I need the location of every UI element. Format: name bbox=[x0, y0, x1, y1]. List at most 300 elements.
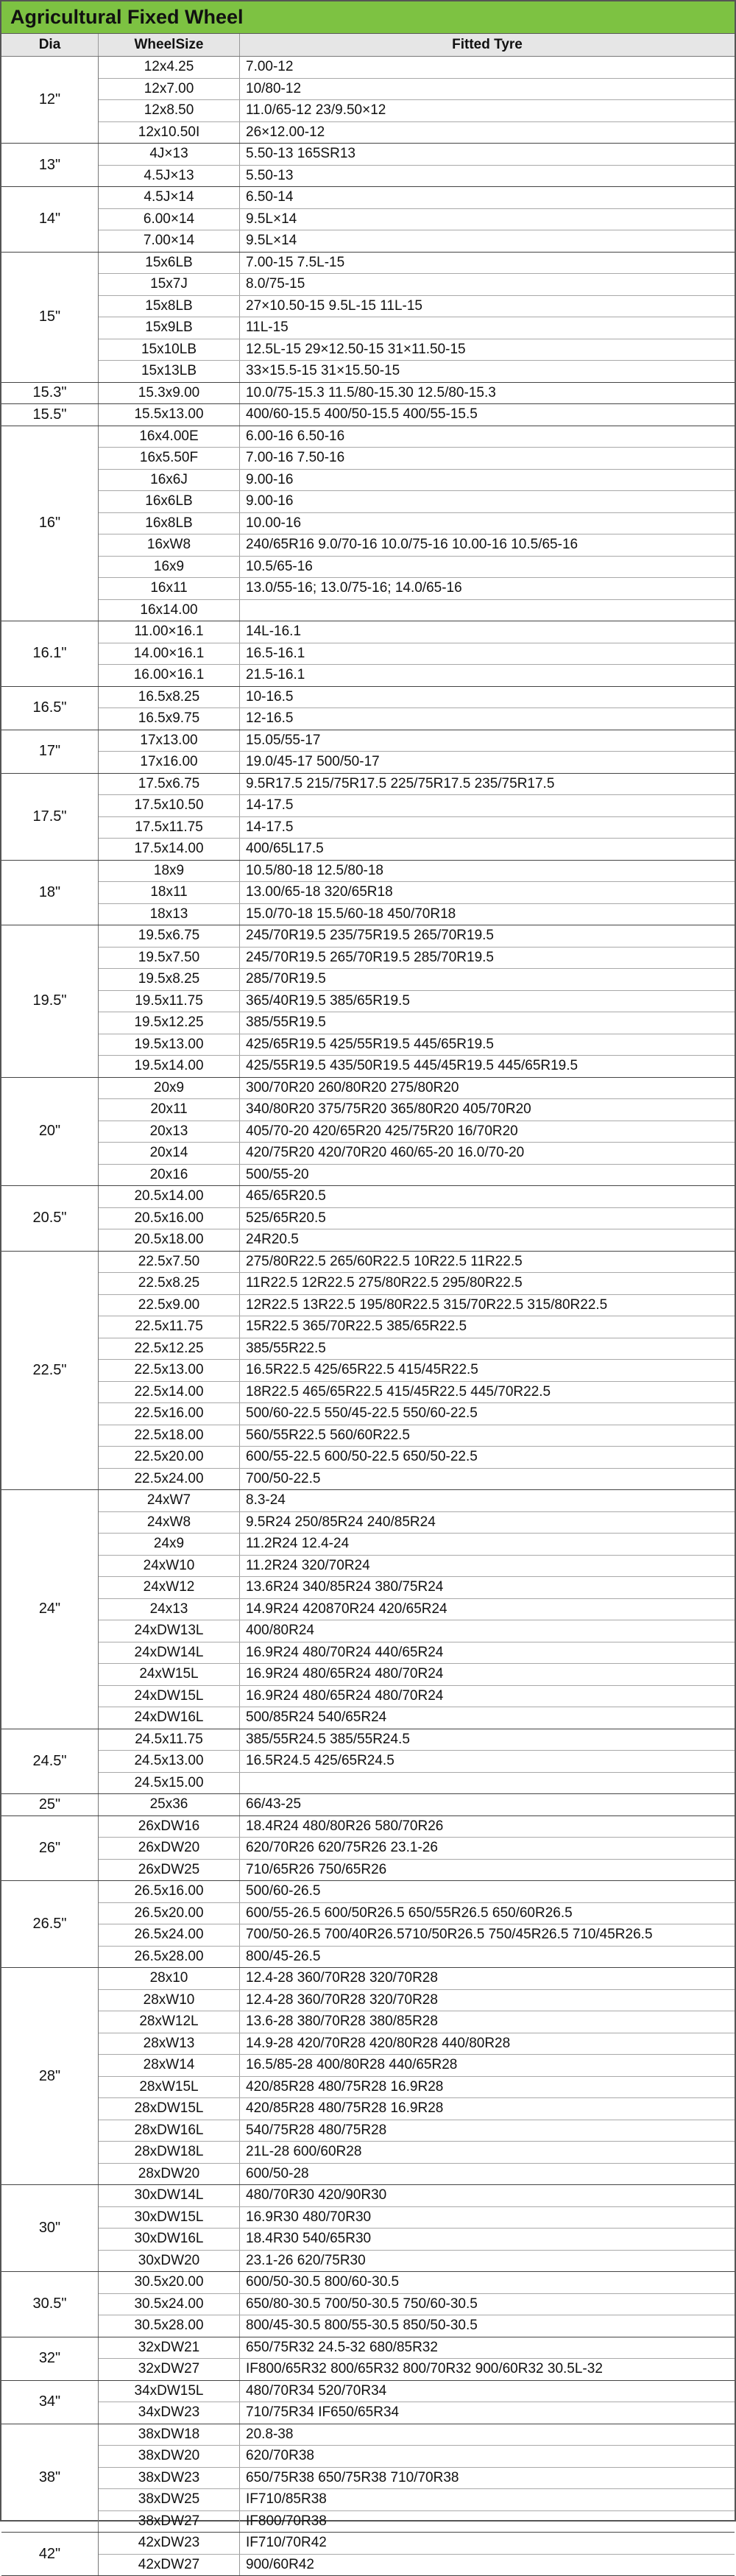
fitted-tyre-cell: 710/65R26 750/65R26 bbox=[246, 1861, 387, 1877]
table-header-row bbox=[1, 34, 735, 57]
dia-cell: 15" bbox=[1, 253, 99, 382]
fitted-tyre-cell: 425/55R19.5 435/50R19.5 445/45R19.5 445/65R19.5 bbox=[246, 1058, 578, 1074]
dia-rows bbox=[99, 383, 735, 404]
dia-group bbox=[1, 2424, 735, 2533]
fitted-tyre-cell: 11.2R24 320/70R24 bbox=[246, 1557, 370, 1573]
wheel-size-cell: 15x9LB bbox=[99, 317, 240, 339]
fitted-tyre-cell: 12-16.5 bbox=[246, 710, 294, 727]
fitted-tyre-cell: 650/75R38 650/75R38 710/70R38 bbox=[246, 2469, 459, 2485]
fitted-tyre-cell: IF800/65R32 800/65R32 800/70R32 900/60R32 30.5L-32 bbox=[246, 2361, 603, 2377]
wheel-size-cell: 4.5J×13 bbox=[99, 166, 240, 187]
dia-group bbox=[1, 187, 735, 253]
fitted-tyre-cell: 420/85R28 480/75R28 16.9R28 bbox=[246, 2078, 444, 2095]
fitted-tyre-cell: 420/75R20 420/70R20 460/65-20 16.0/70-20 bbox=[246, 1145, 525, 1161]
table-row bbox=[99, 2555, 735, 2576]
dia-rows bbox=[99, 2381, 735, 2424]
fitted-tyre-cell: 15R22.5 365/70R22.5 385/65R22.5 bbox=[246, 1319, 467, 1335]
dia-cell: 18" bbox=[1, 861, 99, 925]
wheel-size-cell: 20.5x14.00 bbox=[99, 1186, 240, 1207]
table-row bbox=[99, 1425, 735, 1447]
fitted-tyre-cell bbox=[240, 600, 735, 621]
wheel-size-cell: 16x4.00E bbox=[99, 426, 240, 448]
fitted-tyre-cell: 9.5L×14 bbox=[246, 233, 297, 249]
dia-cell: 42" bbox=[1, 2533, 99, 2575]
wheel-size-cell: 34xDW23 bbox=[99, 2402, 240, 2424]
dia-rows bbox=[99, 1729, 735, 1794]
wheel-size-cell: 26.5x28.00 bbox=[99, 1947, 240, 1968]
wheel-size-cell: 26xDW25 bbox=[99, 1860, 240, 1881]
wheel-size-cell: 16x6J bbox=[99, 470, 240, 491]
table-row bbox=[99, 1121, 735, 1143]
fitted-tyre-cell: 12.5L-15 29×12.50-15 31×11.50-15 bbox=[246, 341, 466, 357]
table-row bbox=[99, 253, 735, 275]
wheel-size-cell: 16x5.50F bbox=[99, 448, 240, 469]
wheel-size-cell: 16.5x8.25 bbox=[99, 687, 240, 708]
dia-cell: 17.5" bbox=[1, 774, 99, 860]
table-row bbox=[99, 79, 735, 101]
table-row bbox=[99, 969, 735, 991]
dia-rows bbox=[99, 2185, 735, 2271]
dia-cell: 30.5" bbox=[1, 2272, 99, 2337]
table-row bbox=[99, 2533, 735, 2555]
fitted-tyre-cell: 16.9R24 480/65R24 480/70R24 bbox=[246, 1666, 444, 1682]
wheel-size-cell: 4.5J×14 bbox=[99, 187, 240, 208]
wheel-size-cell: 24.5x13.00 bbox=[99, 1751, 240, 1772]
wheel-size-cell: 42xDW27 bbox=[99, 2555, 240, 2576]
table-row bbox=[99, 1534, 735, 1556]
fitted-tyre-cell: 9.00-16 bbox=[246, 493, 294, 509]
fitted-tyre-cell: 10-16.5 bbox=[246, 688, 294, 705]
wheel-size-cell: 20x16 bbox=[99, 1165, 240, 1186]
fitted-tyre-cell: 9.5R17.5 215/75R17.5 225/75R17.5 235/75R17.5 bbox=[246, 775, 555, 791]
wheel-size-cell: 26xDW20 bbox=[99, 1838, 240, 1859]
wheel-size-cell: 17.5x10.50 bbox=[99, 795, 240, 816]
table-row bbox=[99, 643, 735, 666]
dia-rows bbox=[99, 1252, 735, 1490]
wheel-size-cell: 38xDW27 bbox=[99, 2511, 240, 2533]
wheel-size-cell: 28xW14 bbox=[99, 2055, 240, 2076]
dia-rows bbox=[99, 426, 735, 621]
fitted-tyre-cell: 560/55R22.5 560/60R22.5 bbox=[246, 1427, 410, 1443]
fitted-tyre-cell: IF710/70R42 bbox=[246, 2535, 327, 2551]
fitted-tyre-cell: 600/55-22.5 600/50-22.5 650/50-22.5 bbox=[246, 1449, 478, 1465]
dia-cell: 30" bbox=[1, 2185, 99, 2271]
dia-group bbox=[1, 253, 735, 383]
table-row bbox=[99, 534, 735, 557]
fitted-tyre-cell: 11L-15 bbox=[246, 320, 289, 336]
dia-group bbox=[1, 2272, 735, 2337]
table-row bbox=[99, 339, 735, 361]
dia-rows bbox=[99, 404, 735, 426]
wheel-size-cell: 16xW8 bbox=[99, 534, 240, 556]
fitted-tyre-cell: 27×10.50-15 9.5L-15 11L-15 bbox=[246, 297, 422, 314]
fitted-tyre-cell: 16.5R22.5 425/65R22.5 415/45R22.5 bbox=[246, 1362, 478, 1378]
wheel-size-cell: 28xW12L bbox=[99, 2011, 240, 2033]
wheel-size-cell: 15.3x9.00 bbox=[99, 383, 240, 404]
fitted-tyre-cell: 405/70-20 420/65R20 425/75R20 16/70R20 bbox=[246, 1123, 518, 1139]
table-row bbox=[99, 1252, 735, 1274]
dia-rows bbox=[99, 253, 735, 382]
dia-group bbox=[1, 925, 735, 1078]
fitted-tyre-cell: 800/45-30.5 800/55-30.5 850/50-30.5 bbox=[246, 2318, 478, 2334]
fitted-tyre-cell: 600/50-28 bbox=[246, 2165, 309, 2181]
fitted-tyre-cell: 12R22.5 13R22.5 195/80R22.5 315/70R22.5 315/80R22.5 bbox=[246, 1296, 608, 1313]
table-row bbox=[99, 230, 735, 252]
fitted-tyre-cell: 500/60-26.5 bbox=[246, 1883, 321, 1899]
fitted-tyre-cell: 15.05/55-17 bbox=[246, 732, 321, 748]
table-row bbox=[99, 1838, 735, 1860]
wheel-size-cell: 34xDW15L bbox=[99, 2381, 240, 2402]
table-row bbox=[99, 2077, 735, 2099]
dia-rows bbox=[99, 187, 735, 252]
wheel-size-cell: 24xDW15L bbox=[99, 1686, 240, 1707]
table-row bbox=[99, 1143, 735, 1165]
dia-rows bbox=[99, 1078, 735, 1186]
table-row bbox=[99, 925, 735, 948]
wheel-size-cell: 15x6LB bbox=[99, 253, 240, 274]
fitted-tyre-cell: 5.50-13 bbox=[246, 167, 294, 183]
fitted-tyre-cell: 650/80-30.5 700/50-30.5 750/60-30.5 bbox=[246, 2296, 478, 2312]
fitted-tyre-cell: 620/70R26 620/75R26 23.1-26 bbox=[246, 1840, 438, 1856]
table-row bbox=[99, 2489, 735, 2511]
table-row bbox=[99, 1924, 735, 1947]
wheel-size-cell: 30xDW15L bbox=[99, 2207, 240, 2229]
table-row bbox=[99, 752, 735, 773]
wheel-size-cell: 30xDW16L bbox=[99, 2229, 240, 2250]
wheel-size-cell: 16.00×16.1 bbox=[99, 665, 240, 686]
wheel-size-cell: 20x11 bbox=[99, 1099, 240, 1121]
fitted-tyre-cell: 9.00-16 bbox=[246, 471, 294, 487]
dia-cell: 20.5" bbox=[1, 1186, 99, 1251]
table-row bbox=[99, 1447, 735, 1469]
wheel-size-cell: 19.5x12.25 bbox=[99, 1012, 240, 1034]
table-row bbox=[99, 361, 735, 382]
wheel-size-cell: 20x14 bbox=[99, 1143, 240, 1164]
wheel-size-cell: 28xDW18L bbox=[99, 2142, 240, 2163]
fitted-tyre-cell: 16.5/85-28 400/80R28 440/65R28 bbox=[246, 2057, 458, 2073]
fitted-tyre-cell: 6.00-16 6.50-16 bbox=[246, 428, 345, 444]
dia-group bbox=[1, 383, 735, 405]
fitted-tyre-cell: 500/85R24 540/65R24 bbox=[246, 1709, 387, 1726]
fitted-tyre-cell: 275/80R22.5 265/60R22.5 10R22.5 11R22.5 bbox=[246, 1253, 523, 1269]
wheel-size-cell: 17x13.00 bbox=[99, 730, 240, 752]
fitted-tyre-cell: 240/65R16 9.0/70-16 10.0/75-16 10.00-16 10.5/65-16 bbox=[246, 537, 578, 553]
wheel-size-cell: 28xDW20 bbox=[99, 2164, 240, 2185]
fitted-tyre-cell: 420/85R28 480/75R28 16.9R28 bbox=[246, 2100, 444, 2117]
dia-cell: 26" bbox=[1, 1816, 99, 1881]
fitted-tyre-cell: 16.5R24.5 425/65R24.5 bbox=[246, 1753, 394, 1769]
wheel-size-cell: 16.5x9.75 bbox=[99, 708, 240, 730]
wheel-size-cell: 38xDW23 bbox=[99, 2468, 240, 2489]
table-row bbox=[99, 2468, 735, 2490]
dia-group bbox=[1, 57, 735, 144]
dia-cell: 28" bbox=[1, 1968, 99, 2184]
fitted-tyre-cell: 10.5/65-16 bbox=[246, 558, 313, 574]
wheel-size-cell: 16x11 bbox=[99, 578, 240, 599]
dia-group bbox=[1, 404, 735, 426]
table-row bbox=[99, 2011, 735, 2033]
dia-group bbox=[1, 2337, 735, 2381]
table-row bbox=[99, 1990, 735, 2012]
wheel-size-cell: 17x16.00 bbox=[99, 752, 240, 773]
fitted-tyre-cell: 15.0/70-18 15.5/60-18 450/70R18 bbox=[246, 906, 456, 922]
table-row bbox=[99, 708, 735, 730]
table-row bbox=[99, 621, 735, 643]
wheel-size-cell: 17.5x14.00 bbox=[99, 839, 240, 860]
table-row bbox=[99, 774, 735, 796]
fitted-tyre-cell: 700/50-26.5 700/40R26.5710/50R26.5 750/45R26.5 710/45R26.5 bbox=[246, 1927, 653, 1943]
wheel-size-cell: 15x13LB bbox=[99, 361, 240, 382]
dia-rows bbox=[99, 2337, 735, 2380]
fitted-tyre-cell: 12.4-28 360/70R28 320/70R28 bbox=[246, 1970, 438, 1986]
table-row bbox=[99, 1056, 735, 1077]
fitted-tyre-cell: 480/70R30 420/90R30 bbox=[246, 2187, 387, 2203]
dia-rows bbox=[99, 1816, 735, 1881]
table-row bbox=[99, 383, 735, 404]
fitted-tyre-cell: 245/70R19.5 235/75R19.5 265/70R19.5 bbox=[246, 928, 494, 944]
table-row bbox=[99, 2272, 735, 2294]
wheel-size-cell: 19.5x13.00 bbox=[99, 1034, 240, 1056]
table-row bbox=[99, 1295, 735, 1317]
fitted-tyre-cell: 16.5-16.1 bbox=[246, 645, 305, 661]
dia-rows bbox=[99, 1794, 735, 1815]
fitted-tyre-cell: 300/70R20 260/80R20 275/80R20 bbox=[246, 1079, 459, 1095]
wheel-size-cell: 19.5x8.25 bbox=[99, 969, 240, 990]
table-row bbox=[99, 1360, 735, 1382]
fitted-tyre-cell: 900/60R42 bbox=[246, 2556, 314, 2572]
dia-cell: 16.5" bbox=[1, 687, 99, 730]
dia-rows bbox=[99, 1490, 735, 1729]
fitted-tyre-cell: 10.0/75-15.3 11.5/80-15.30 12.5/80-15.3 bbox=[246, 384, 496, 400]
wheel-size-cell: 38xDW25 bbox=[99, 2489, 240, 2510]
fitted-tyre-cell: 385/55R19.5 bbox=[246, 1014, 326, 1031]
wheel-size-cell: 22.5x8.25 bbox=[99, 1273, 240, 1294]
table-row bbox=[99, 1860, 735, 1881]
dia-cell: 24" bbox=[1, 1490, 99, 1729]
fitted-tyre-cell: 18.4R24 480/80R26 580/70R26 bbox=[246, 1818, 444, 1834]
dia-group bbox=[1, 2381, 735, 2424]
fitted-tyre-cell: 21.5-16.1 bbox=[246, 667, 305, 683]
wheel-size-cell: 22.5x11.75 bbox=[99, 1316, 240, 1338]
table-row bbox=[99, 2402, 735, 2424]
fitted-tyre-cell: 11R22.5 12R22.5 275/80R22.5 295/80R22.5 bbox=[246, 1275, 523, 1291]
table-row bbox=[99, 2359, 735, 2380]
table-row bbox=[99, 2033, 735, 2055]
table-row bbox=[99, 904, 735, 925]
table-row bbox=[99, 1078, 735, 1100]
fitted-tyre-cell: 20.8-38 bbox=[246, 2426, 294, 2442]
table-row bbox=[99, 2446, 735, 2468]
wheel-size-cell: 15x8LB bbox=[99, 296, 240, 317]
dia-cell: 20" bbox=[1, 1078, 99, 1186]
table-row bbox=[99, 730, 735, 752]
table-row bbox=[99, 1881, 735, 1903]
dia-rows bbox=[99, 2533, 735, 2575]
fitted-tyre-cell: 10.00-16 bbox=[246, 515, 302, 531]
dia-group bbox=[1, 1794, 735, 1816]
wheel-size-cell: 24xDW14L bbox=[99, 1642, 240, 1664]
wheel-size-cell: 28xW13 bbox=[99, 2033, 240, 2055]
fitted-tyre-cell: 500/60-22.5 550/45-22.5 550/60-22.5 bbox=[246, 1405, 478, 1422]
table-row bbox=[99, 2294, 735, 2316]
dia-rows bbox=[99, 1968, 735, 2184]
wheel-size-cell: 22.5x18.00 bbox=[99, 1425, 240, 1447]
wheel-size-cell: 18x13 bbox=[99, 904, 240, 925]
fitted-tyre-cell: 33×15.5-15 31×15.50-15 bbox=[246, 363, 400, 379]
fitted-tyre-cell: 400/80R24 bbox=[246, 1623, 314, 1639]
dia-group bbox=[1, 1816, 735, 1882]
table-row bbox=[99, 57, 735, 79]
fitted-tyre-cell: 525/65R20.5 bbox=[246, 1210, 326, 1226]
dia-group bbox=[1, 144, 735, 187]
table-row bbox=[99, 839, 735, 860]
table-row bbox=[99, 2185, 735, 2207]
table-body bbox=[1, 57, 735, 2576]
wheel-size-cell: 20x13 bbox=[99, 1121, 240, 1143]
table-row bbox=[99, 1012, 735, 1034]
dia-group bbox=[1, 1968, 735, 2185]
table-row bbox=[99, 1599, 735, 1621]
wheel-size-cell: 30.5x28.00 bbox=[99, 2315, 240, 2337]
fitted-tyre-cell: 14.9R24 420870R24 420/65R24 bbox=[246, 1601, 447, 1617]
dia-cell: 13" bbox=[1, 144, 99, 186]
wheel-size-cell: 24xW7 bbox=[99, 1490, 240, 1511]
fitted-tyre-cell: 7.00-16 7.50-16 bbox=[246, 450, 345, 466]
table-row bbox=[99, 1707, 735, 1729]
fitted-tyre-cell: 600/55-26.5 600/50R26.5 650/55R26.5 650/60R26.5 bbox=[246, 1905, 573, 1921]
wheel-size-cell: 22.5x13.00 bbox=[99, 1360, 240, 1381]
dia-cell: 34" bbox=[1, 2381, 99, 2424]
fitted-tyre-cell: 66/43-25 bbox=[246, 1796, 302, 1813]
table-row bbox=[99, 1947, 735, 1968]
fitted-tyre-cell: 18.4R30 540/65R30 bbox=[246, 2231, 372, 2247]
dia-rows bbox=[99, 144, 735, 186]
fitted-tyre-cell: 8.3-24 bbox=[246, 1492, 286, 1508]
fitted-tyre-cell: IF800/70R38 bbox=[246, 2513, 327, 2529]
fitted-tyre-cell: 14L-16.1 bbox=[246, 624, 302, 640]
table-row bbox=[99, 1751, 735, 1773]
fitted-tyre-cell: 12.4-28 360/70R28 320/70R28 bbox=[246, 1991, 438, 2008]
fitted-tyre-cell: 7.00-15 7.5L-15 bbox=[246, 254, 345, 270]
table-row bbox=[99, 1229, 735, 1251]
fitted-tyre-cell: 16.9R24 480/65R24 480/70R24 bbox=[246, 1687, 444, 1704]
wheel-size-cell: 20.5x18.00 bbox=[99, 1229, 240, 1251]
wheel-size-cell: 12x4.25 bbox=[99, 57, 240, 78]
fitted-tyre-cell: 8.0/75-15 bbox=[246, 276, 305, 292]
fitted-tyre-cell: 13.0/55-16; 13.0/75-16; 14.0/65-16 bbox=[246, 580, 462, 596]
fitted-tyre-cell: 16.9R30 480/70R30 bbox=[246, 2209, 372, 2225]
dia-group bbox=[1, 1881, 735, 1968]
table-row bbox=[99, 948, 735, 970]
table-row bbox=[99, 1686, 735, 1708]
table-row bbox=[99, 1556, 735, 1578]
fitted-tyre-cell: 7.00-12 bbox=[246, 59, 294, 75]
table-row bbox=[99, 861, 735, 883]
table-row bbox=[99, 1208, 735, 1230]
wheel-size-cell: 28x10 bbox=[99, 1968, 240, 1989]
fitted-tyre-cell: 465/65R20.5 bbox=[246, 1188, 326, 1204]
dia-cell: 24.5" bbox=[1, 1729, 99, 1794]
dia-cell: 16.1" bbox=[1, 621, 99, 686]
table-row bbox=[99, 1903, 735, 1925]
table-row bbox=[99, 1099, 735, 1121]
table-row bbox=[99, 2142, 735, 2164]
dia-rows bbox=[99, 861, 735, 925]
table-row bbox=[99, 426, 735, 448]
wheel-size-cell: 24xW10 bbox=[99, 1556, 240, 1577]
table-row bbox=[99, 448, 735, 470]
dia-group bbox=[1, 2533, 735, 2576]
wheel-size-cell: 26.5x20.00 bbox=[99, 1903, 240, 1924]
dia-rows bbox=[99, 687, 735, 730]
wheel-size-cell: 16x9 bbox=[99, 557, 240, 578]
dia-rows bbox=[99, 2272, 735, 2337]
dia-cell: 19.5" bbox=[1, 925, 99, 1077]
fitted-tyre-cell: 540/75R28 480/75R28 bbox=[246, 2122, 387, 2138]
table-row bbox=[99, 1316, 735, 1338]
dia-group bbox=[1, 687, 735, 730]
wheel-size-cell: 26.5x24.00 bbox=[99, 1924, 240, 1946]
table-row bbox=[99, 1165, 735, 1186]
table-row bbox=[99, 100, 735, 122]
wheel-size-cell: 32xDW21 bbox=[99, 2337, 240, 2359]
dia-rows bbox=[99, 925, 735, 1077]
table-row bbox=[99, 600, 735, 621]
wheel-size-cell: 24x13 bbox=[99, 1599, 240, 1620]
dia-cell: 12" bbox=[1, 57, 99, 143]
fitted-tyre-cell: 620/70R38 bbox=[246, 2448, 314, 2464]
wheel-size-cell: 24.5x11.75 bbox=[99, 1729, 240, 1751]
fitted-tyre-cell: 21L-28 600/60R28 bbox=[246, 2144, 362, 2160]
fitted-tyre-cell: 13.00/65-18 320/65R18 bbox=[246, 884, 393, 900]
dia-rows bbox=[99, 774, 735, 860]
wheel-size-cell: 15x7J bbox=[99, 274, 240, 295]
fitted-tyre-cell: 480/70R34 520/70R34 bbox=[246, 2382, 387, 2399]
dia-cell: 38" bbox=[1, 2424, 99, 2533]
table-row bbox=[99, 1577, 735, 1599]
wheel-size-cell: 6.00×14 bbox=[99, 209, 240, 230]
table-row bbox=[99, 404, 735, 426]
table-row bbox=[99, 665, 735, 686]
wheel-size-cell: 22.5x16.00 bbox=[99, 1403, 240, 1425]
dia-cell: 15.5" bbox=[1, 404, 99, 426]
wheel-size-cell: 30.5x24.00 bbox=[99, 2294, 240, 2315]
wheel-size-cell: 15.5x13.00 bbox=[99, 404, 240, 426]
table-row bbox=[99, 166, 735, 187]
fitted-tyre-cell: 10/80-12 bbox=[246, 80, 302, 96]
wheel-size-cell: 42xDW23 bbox=[99, 2533, 240, 2554]
fitted-tyre-cell bbox=[240, 1773, 735, 1794]
dia-group bbox=[1, 730, 735, 774]
table-row bbox=[99, 513, 735, 535]
fitted-tyre-cell: 14.9-28 420/70R28 420/80R28 440/80R28 bbox=[246, 2035, 511, 2051]
dia-group bbox=[1, 1729, 735, 1795]
fitted-tyre-cell: 500/55-20 bbox=[246, 1166, 309, 1182]
wheel-size-cell: 30xDW14L bbox=[99, 2185, 240, 2206]
wheel-size-cell: 17.5x11.75 bbox=[99, 817, 240, 839]
dia-group bbox=[1, 1490, 735, 1729]
table-row bbox=[99, 122, 735, 144]
wheel-size-cell: 22.5x9.00 bbox=[99, 1295, 240, 1316]
fitted-tyre-cell: 14-17.5 bbox=[246, 797, 294, 814]
table-row bbox=[99, 882, 735, 904]
table-row bbox=[99, 1816, 735, 1838]
table-row bbox=[99, 2164, 735, 2185]
fitted-tyre-cell: 19.0/45-17 500/50-17 bbox=[246, 754, 380, 770]
table-row bbox=[99, 795, 735, 817]
fitted-tyre-cell: 425/65R19.5 425/55R19.5 445/65R19.5 bbox=[246, 1036, 494, 1052]
fitted-tyre-cell: 10.5/80-18 12.5/80-18 bbox=[246, 862, 383, 878]
